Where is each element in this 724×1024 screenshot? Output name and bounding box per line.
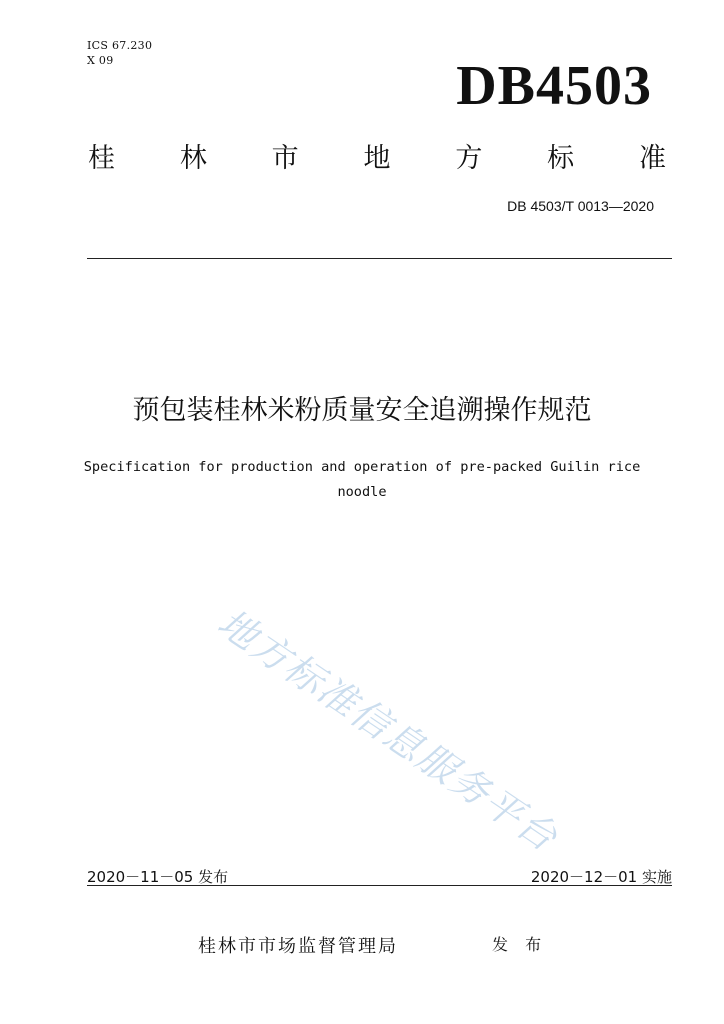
standard-type-char: 方	[455, 143, 483, 174]
bottom-divider	[87, 885, 672, 886]
publish-label: 发 布	[492, 935, 548, 954]
issue-date: 2020－11－05 发布	[87, 868, 229, 886]
standard-number: DB 4503/T 0013—2020	[507, 198, 654, 214]
standard-type-char: 林	[179, 143, 207, 174]
english-title-line: noodle	[337, 484, 387, 500]
standard-type-title	[88, 142, 666, 176]
db-code: DB4503	[456, 55, 652, 117]
ics-code: ICS 67.230	[87, 39, 153, 52]
publisher-name: 桂林市市场监督管理局	[198, 936, 398, 957]
standard-type-char: 准	[638, 143, 666, 174]
standard-type-char: 桂	[88, 143, 115, 174]
class-code: X 09	[87, 54, 114, 67]
top-divider	[87, 258, 672, 259]
watermark: 地方标准信息服务平台	[209, 600, 567, 861]
english-title-line: Specification for production and operation of pre-packed Guilin rice	[83, 459, 641, 475]
classification-codes	[87, 38, 152, 68]
standard-type-char: 市	[271, 143, 299, 174]
standard-type-char: 地	[363, 143, 391, 174]
implementation-date: 2020－12－01 实施	[530, 868, 672, 886]
english-title	[60, 455, 664, 505]
standard-type-char: 标	[547, 143, 575, 174]
document-title: 预包装桂林米粉质量安全追溯操作规范	[132, 395, 592, 426]
